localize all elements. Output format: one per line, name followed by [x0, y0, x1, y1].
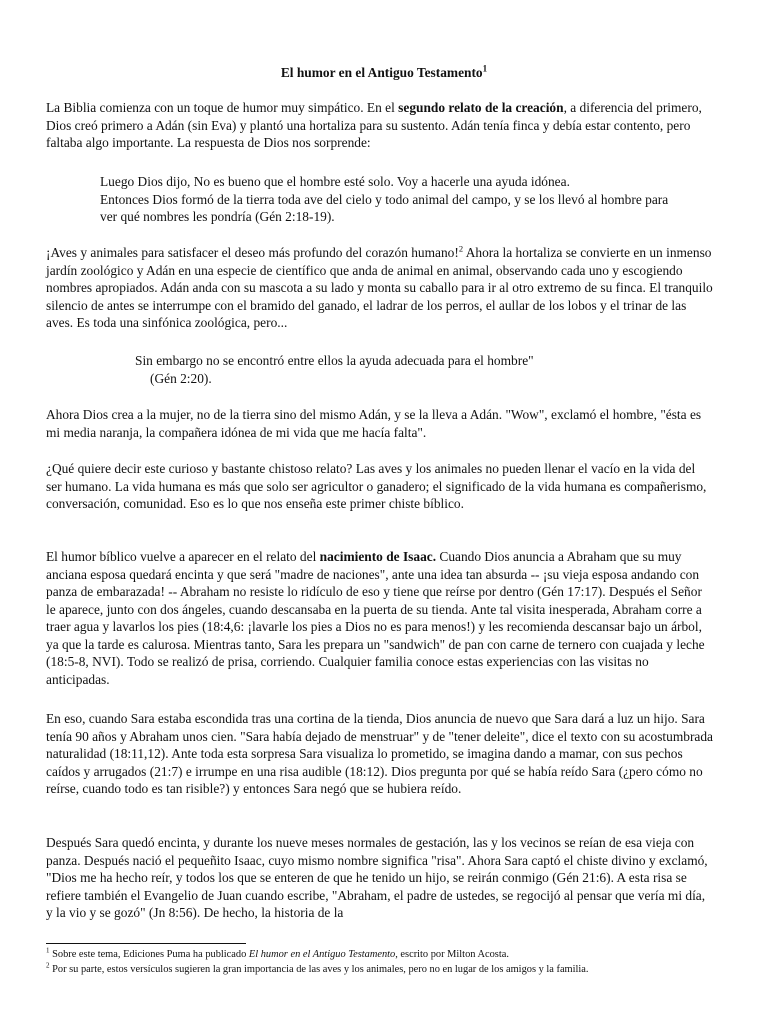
footnote-divider	[46, 943, 246, 944]
footnote-2: $^2$ Por su parte, estos versículos sugieren la gran importancia de las aves y los animales, pero no en lugar de los amigos y la familia.	[46, 961, 589, 975]
quote-genesis-2-18: Luego Dios dijo, No es bueno que el hombre esté solo. Voy a hacerle una ayuda idónea. Entonces Dios formó de la tierra toda ave del cielo y todo animal del campo, y se los llevó al hombre para ver qué nombres les pondría (Gén 2:18-19).	[100, 174, 669, 224]
paragraph-isaac-birth: Después Sara quedó encinta, y durante los nueve meses normales de gestación, las y los vecinos se reían de esa vieja con panza. Después nació el pequeñito Isaac, cuyo mismo nombre significa "risa". Ahora Sara captó el chiste divino y exclamó, "Dios me ha hecho reír, y todos los que se enteren de que he tenido un hijo, se reirán conmigo (Gén 21:6). A esta risa se refiere también el Evangelio de Juan cuando escribe, "Abraham, el padre de ustedes, se regocijó al pensar que vería mi día, y la vio y se gozó" (Jn 8:56). De hecho, la historia de la	[46, 835, 708, 920]
quote-genesis-2-20: Sin embargo no se encontró entre ellos la ayuda adecuada para el hombre" (Gén 2:20).	[135, 353, 534, 386]
footnote-ref-2[interactable]: 2	[458, 243, 464, 254]
title-footnote-ref[interactable]: 1	[482, 63, 488, 74]
paragraph-woman: Ahora Dios crea a la mujer, no de la tierra sino del mismo Adán, y se la lleva a Adán. "Wow", exclamó el hombre, "ésta es mi media naranja, la compañera idónea de mi vida que me hacía falta".	[46, 407, 702, 440]
paragraph-sara-laugh: En eso, cuando Sara estaba escondida tras una cortina de la tienda, Dios anuncia de nuevo que Sara dará a luz un hijo. Sara tenía 90 años y Abraham unos cien. "Sara había dejado de menstruar" y de "tener deleite", dice el texto con su acostumbrada naturalidad (18:11,12). Ante toda esta sorpresa Sara visualiza lo prometido, se imagina dando a mamar, con sus pechos caídos y arrugados (21:7) e irrumpe en una risa audible (18:12). Dios pregunta por qué se había reído Sara (¿pero cómo no reírse, cuando todo es tan risible?) y entonces Sara negó que se hubiera reído.	[46, 711, 713, 796]
footnote-1: $^1$ Sobre este tema, Ediciones Puma ha publicado El humor en el Antiguo Testamento, escrito por Milton Acosta.	[46, 946, 509, 960]
paragraph-animals: ¡Aves y animales para satisfacer el deseo más profundo del corazón humano!$^2$ Ahora la hortaliza se convierte en un inmenso jardín zoológico y Adán en una especie de científico que anda de animal en animal, observando cada uno y escogiendo nombres apropiados. Adán anda con su mascota a su lado y monta su caballo para ir al otro extremo de su finca. El tranquilo silencio de antes se interrumpe con el bramido del ganado, el ladrar de los perros, el aullar de los lobos y el trinar de las aves. Es toda una sinfónica zoológica, pero...	[46, 243, 713, 330]
paragraph-isaac: El humor bíblico vuelve a aparecer en el relato del nacimiento de Isaac. Cuando Dios anuncia a Abraham que su muy anciana esposa quedará encinta y que será "madre de naciones", ante una idea tan absurda -- ¡su vieja esposa andando con panza de embarazada! -- Abraham no resiste lo ridículo de eso y tiene que reírse por dentro (Gén 17:17). Después el Señor le aparece, junto con dos ángeles, cuando descansaba en la puerta de su tienda. Ante tal visita inesperada, Abraham corre a traer agua y lavarlos los pies (18:4,6: ¡lavarle los pies a Dios no es para menos!) y les recomienda descansar bajo un árbol, ya que la tarde es calurosa. Mientras tanto, Sara les prepara un "sandwich" de pan con carne de ternero con cuajada y leche (18:5-8, NVI). Todo se realizó de prisa, corriendo. Cualquier familia conoce estas experiencias con las visitas no anticipadas.	[46, 549, 705, 687]
paragraph-creation: La Biblia comienza con un toque de humor muy simpático. En el segundo relato de la creación, a diferencia del primero, Dios creó primero a Adán (sin Eva) y plantó una hortaliza para su sustento. Adán tenía finca y debía estar contento, pero faltaba algo importante. La respuesta de Dios nos sorprende:	[46, 100, 702, 150]
page-title: El humor en el Antiguo Testamento$^1$	[280, 63, 488, 80]
paragraph-meaning: ¿Qué quiere decir este curioso y bastante chistoso relato? Las aves y los animales no pueden llenar el vacío en la vida del ser humano. La vida humana es más que solo ser agricultor o ganadero; el significado de la vida humana es compañerismo, conversación, comunidad. Eso es lo que nos enseña este primer chiste bíblico.	[46, 461, 707, 511]
